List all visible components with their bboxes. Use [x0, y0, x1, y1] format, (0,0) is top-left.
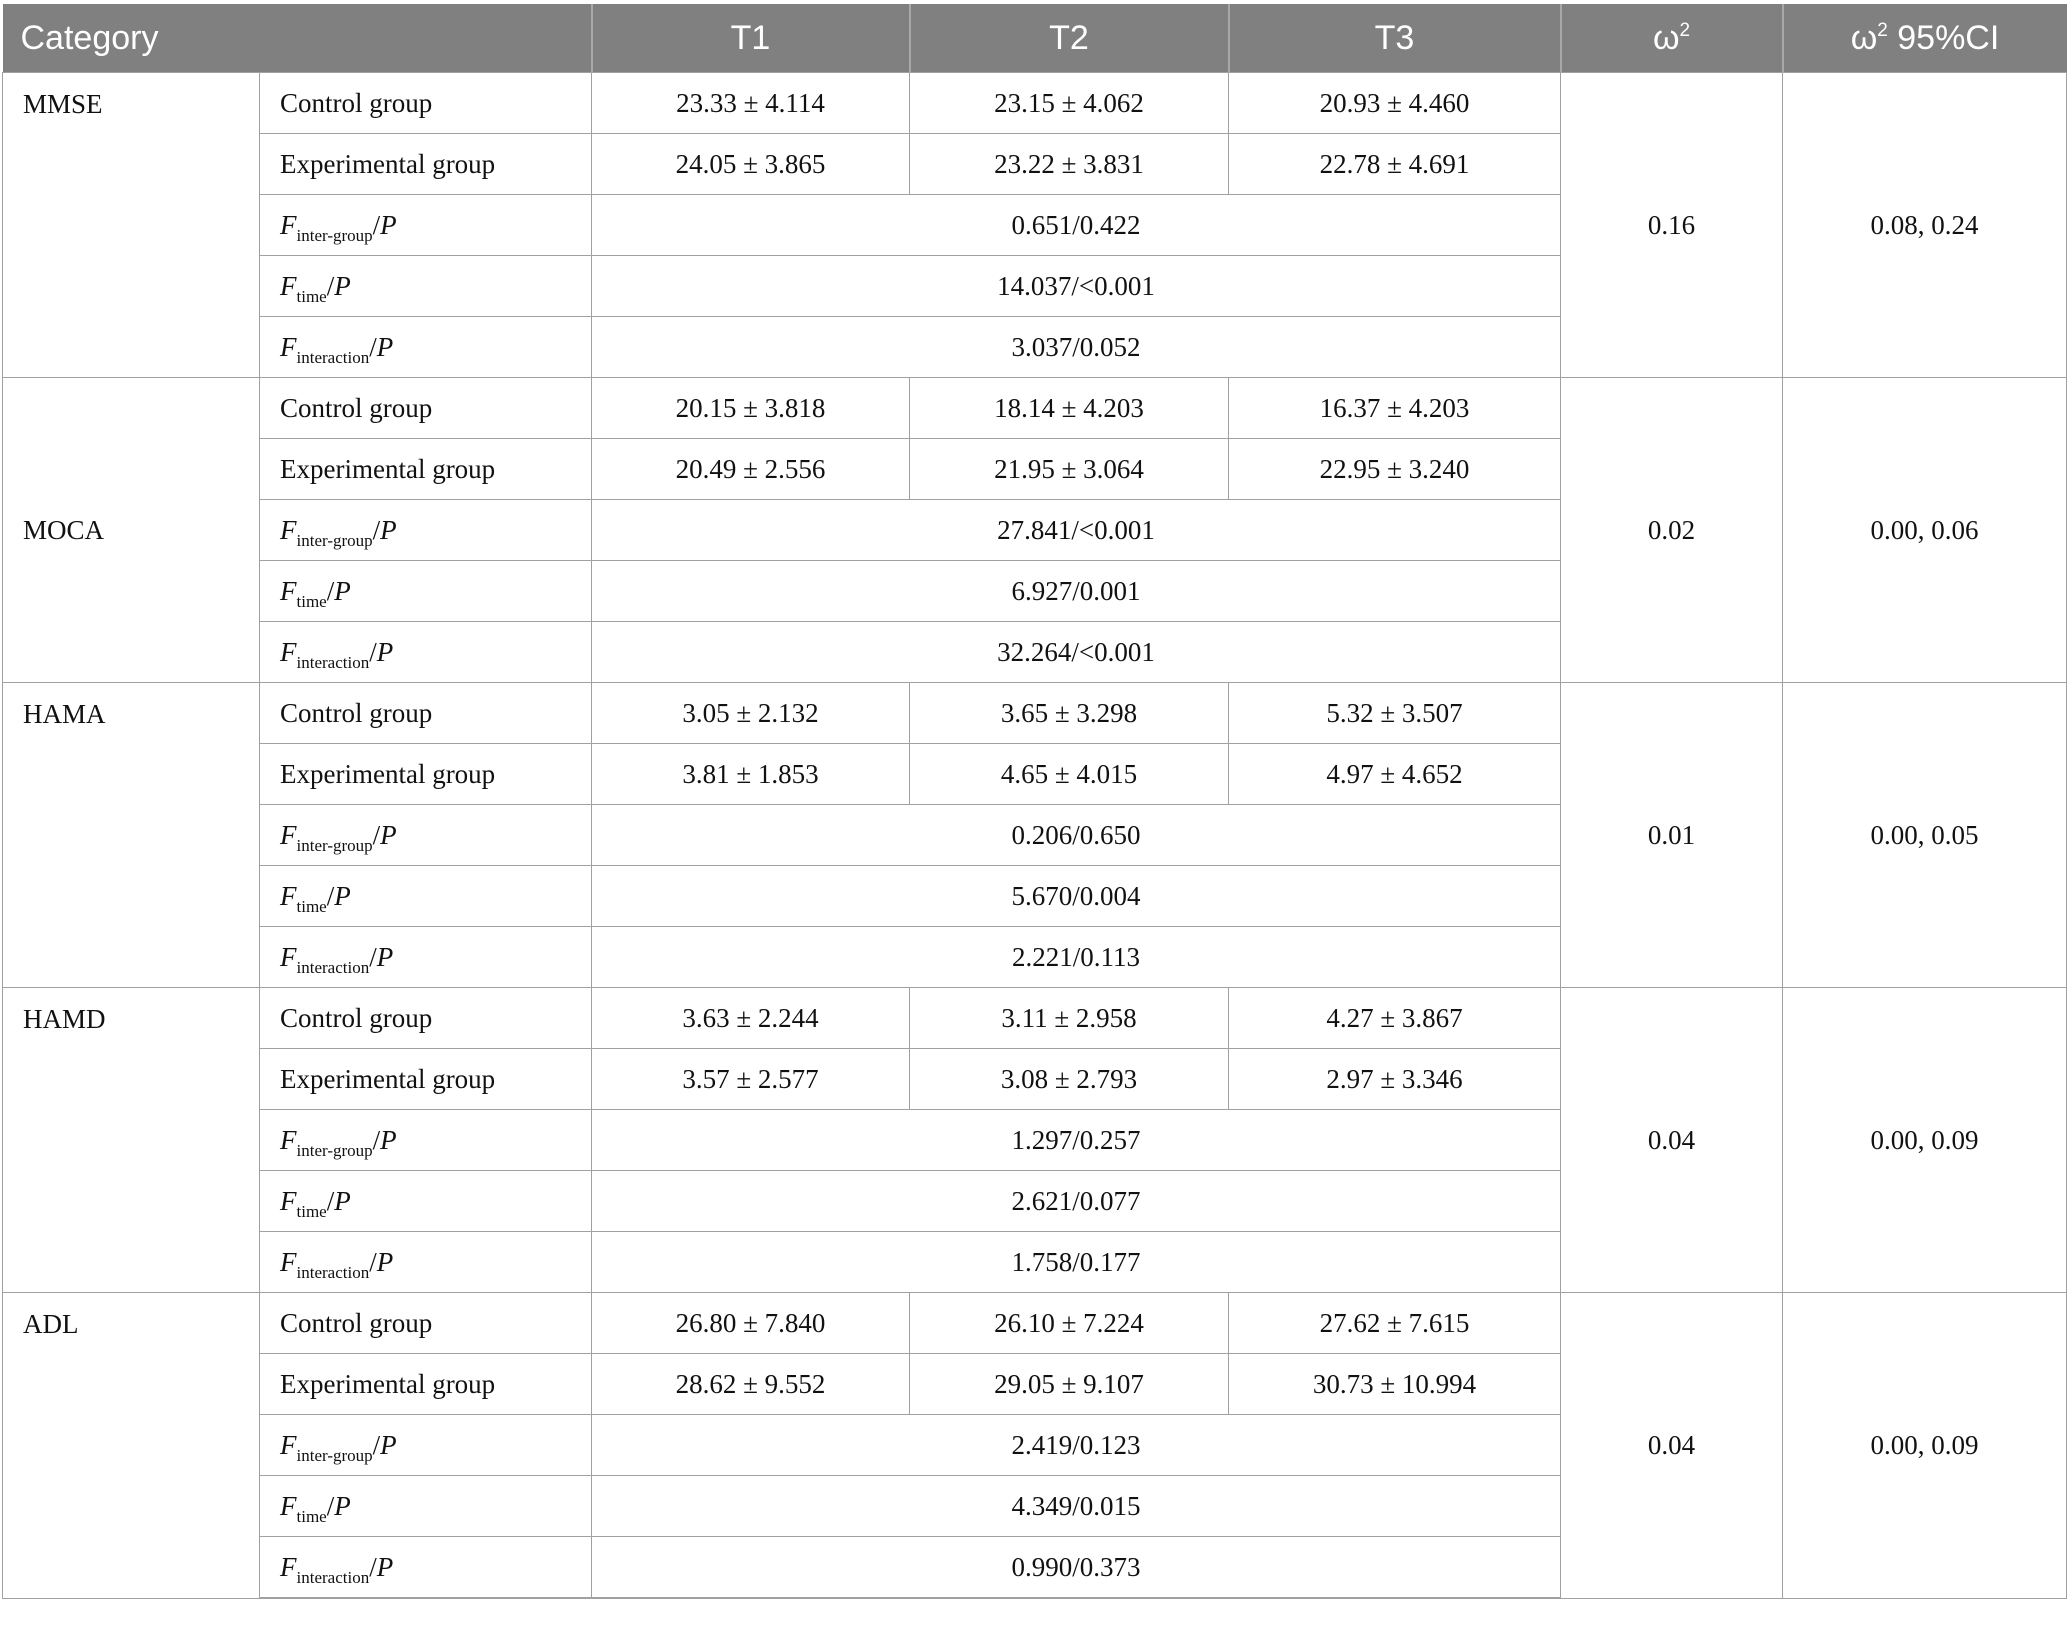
- f-symbol: F: [280, 1490, 297, 1521]
- f-symbol: F: [280, 331, 297, 362]
- f-symbol: F: [280, 941, 297, 972]
- experimental-t1: 24.05 ± 3.865: [592, 134, 910, 195]
- control-t1: 3.05 ± 2.132: [592, 683, 910, 744]
- time-subscript: time: [296, 591, 327, 611]
- statistics-table: [2, 4, 2067, 1599]
- category-label: HAMA: [3, 683, 260, 988]
- p-symbol: P: [380, 209, 397, 240]
- p-symbol: P: [334, 1490, 351, 1521]
- header-row: [3, 4, 2067, 73]
- control-t3: 27.62 ± 7.615: [1229, 1293, 1561, 1354]
- f-time-value: 5.670/0.004: [592, 866, 1561, 927]
- p-symbol: P: [376, 1551, 394, 1582]
- f-inter-group-value: 0.651/0.422: [592, 195, 1561, 256]
- experimental-t3: 22.78 ± 4.691: [1229, 134, 1561, 195]
- slash: /: [372, 514, 381, 545]
- f-inter-group-label: [260, 500, 592, 561]
- f-time-label: [260, 256, 592, 317]
- experimental-t1: 3.57 ± 2.577: [592, 1049, 910, 1110]
- omega-squared-ci-value: 0.00, 0.09: [1783, 988, 2067, 1293]
- f-symbol: F: [280, 819, 297, 850]
- f-inter-group-label: [260, 805, 592, 866]
- f-inter-group-value: 1.297/0.257: [592, 1110, 1561, 1171]
- control-t1: 26.80 ± 7.840: [592, 1293, 910, 1354]
- inter-group-subscript: inter-group: [296, 530, 373, 550]
- f-time-label: [260, 561, 592, 622]
- inter-group-subscript: inter-group: [296, 1140, 373, 1160]
- f-interaction-label: [260, 1537, 592, 1599]
- f-symbol: F: [280, 575, 297, 606]
- category-label: MMSE: [3, 73, 260, 378]
- p-symbol: P: [334, 1185, 351, 1216]
- f-interaction-label: [260, 1232, 592, 1293]
- omega-ci-superscript: 2: [1877, 19, 1888, 41]
- omega-ci-suffix: 95%CI: [1887, 18, 2000, 57]
- slash: /: [326, 575, 335, 606]
- category-label: HAMD: [3, 988, 260, 1293]
- slash: /: [369, 941, 377, 972]
- experimental-t3: 2.97 ± 3.346: [1229, 1049, 1561, 1110]
- slash: /: [372, 819, 381, 850]
- omega-ci-symbol: ω: [1850, 18, 1878, 57]
- category-label: MOCA: [3, 378, 260, 683]
- p-symbol: P: [334, 270, 351, 301]
- control-t1: 3.63 ± 2.244: [592, 988, 910, 1049]
- f-time-label: [260, 866, 592, 927]
- omega-squared-ci-value: 0.00, 0.05: [1783, 683, 2067, 988]
- category-label: ADL: [3, 1293, 260, 1599]
- slash: /: [372, 209, 381, 240]
- omega-superscript: 2: [1679, 19, 1691, 41]
- slash: /: [372, 1124, 381, 1155]
- interaction-subscript: interaction: [296, 1262, 370, 1282]
- f-symbol: F: [280, 1246, 297, 1277]
- f-symbol: F: [280, 880, 297, 911]
- slash: /: [372, 1429, 381, 1460]
- p-symbol: P: [380, 819, 397, 850]
- omega-squared-ci-value: 0.00, 0.09: [1783, 1293, 2067, 1599]
- time-subscript: time: [296, 286, 327, 306]
- experimental-t3: 30.73 ± 10.994: [1229, 1354, 1561, 1415]
- control-group-label: Control group: [260, 988, 592, 1049]
- inter-group-subscript: inter-group: [296, 225, 373, 245]
- experimental-t2: 29.05 ± 9.107: [910, 1354, 1229, 1415]
- p-symbol: P: [380, 1429, 397, 1460]
- inter-group-subscript: inter-group: [296, 1445, 373, 1465]
- omega-squared-value: 0.16: [1561, 73, 1783, 378]
- f-symbol: F: [280, 209, 297, 240]
- f-inter-group-label: [260, 195, 592, 256]
- control-t3: 20.93 ± 4.460: [1229, 73, 1561, 134]
- f-symbol: F: [280, 514, 297, 545]
- time-subscript: time: [296, 1201, 327, 1221]
- interaction-subscript: interaction: [296, 347, 370, 367]
- f-inter-group-value: 27.841/<0.001: [592, 500, 1561, 561]
- slash: /: [326, 270, 335, 301]
- omega-squared-value: 0.04: [1561, 1293, 1783, 1599]
- time-subscript: time: [296, 896, 327, 916]
- control-t1: 23.33 ± 4.114: [592, 73, 910, 134]
- control-group-label: Control group: [260, 1293, 592, 1354]
- experimental-t2: 4.65 ± 4.015: [910, 744, 1229, 805]
- omega-squared-value: 0.04: [1561, 988, 1783, 1293]
- experimental-t3: 4.97 ± 4.652: [1229, 744, 1561, 805]
- p-symbol: P: [334, 880, 351, 911]
- omega-squared-value: 0.01: [1561, 683, 1783, 988]
- f-interaction-value: 1.758/0.177: [592, 1232, 1561, 1293]
- p-symbol: P: [376, 331, 394, 362]
- header-omega-squared-ci: [1783, 4, 2067, 73]
- header-category: Category: [3, 4, 592, 73]
- table-header: [3, 4, 2067, 73]
- f-inter-group-label: [260, 1415, 592, 1476]
- control-t2: 3.11 ± 2.958: [910, 988, 1229, 1049]
- table-body: [3, 73, 2067, 1599]
- omega-squared-ci-value: 0.08, 0.24: [1783, 73, 2067, 378]
- slash: /: [369, 636, 377, 667]
- f-inter-group-label: [260, 1110, 592, 1171]
- control-t2: 23.15 ± 4.062: [910, 73, 1229, 134]
- f-interaction-value: 2.221/0.113: [592, 927, 1561, 988]
- table-row: [3, 1293, 2067, 1354]
- interaction-subscript: interaction: [296, 1567, 370, 1587]
- f-interaction-value: 3.037/0.052: [592, 317, 1561, 378]
- f-inter-group-value: 0.206/0.650: [592, 805, 1561, 866]
- header-t3: T3: [1229, 4, 1561, 73]
- f-time-label: [260, 1171, 592, 1232]
- f-symbol: F: [280, 1185, 297, 1216]
- f-interaction-label: [260, 927, 592, 988]
- table-row: [3, 988, 2067, 1049]
- inter-group-subscript: inter-group: [296, 835, 373, 855]
- f-time-value: 6.927/0.001: [592, 561, 1561, 622]
- f-interaction-value: 0.990/0.373: [592, 1537, 1561, 1599]
- experimental-t1: 3.81 ± 1.853: [592, 744, 910, 805]
- f-interaction-label: [260, 317, 592, 378]
- p-symbol: P: [380, 1124, 397, 1155]
- slash: /: [369, 1551, 377, 1582]
- control-t3: 16.37 ± 4.203: [1229, 378, 1561, 439]
- control-t3: 4.27 ± 3.867: [1229, 988, 1561, 1049]
- omega-squared-value: 0.02: [1561, 378, 1783, 683]
- header-omega-squared: [1561, 4, 1783, 73]
- p-symbol: P: [376, 636, 394, 667]
- table-row: [3, 378, 2067, 439]
- slash: /: [326, 1185, 335, 1216]
- f-symbol: F: [280, 1551, 297, 1582]
- header-t1: T1: [592, 4, 910, 73]
- control-t1: 20.15 ± 3.818: [592, 378, 910, 439]
- f-interaction-value: 32.264/<0.001: [592, 622, 1561, 683]
- f-inter-group-value: 2.419/0.123: [592, 1415, 1561, 1476]
- control-t2: 3.65 ± 3.298: [910, 683, 1229, 744]
- control-group-label: Control group: [260, 683, 592, 744]
- p-symbol: P: [334, 575, 351, 606]
- control-t2: 18.14 ± 4.203: [910, 378, 1229, 439]
- f-time-value: 2.621/0.077: [592, 1171, 1561, 1232]
- slash: /: [326, 880, 335, 911]
- experimental-t3: 22.95 ± 3.240: [1229, 439, 1561, 500]
- slash: /: [369, 1246, 377, 1277]
- experimental-t2: 23.22 ± 3.831: [910, 134, 1229, 195]
- control-t2: 26.10 ± 7.224: [910, 1293, 1229, 1354]
- experimental-group-label: Experimental group: [260, 439, 592, 500]
- interaction-subscript: interaction: [296, 957, 370, 977]
- experimental-t1: 28.62 ± 9.552: [592, 1354, 910, 1415]
- f-symbol: F: [280, 1124, 297, 1155]
- f-symbol: F: [280, 270, 297, 301]
- f-interaction-label: [260, 622, 592, 683]
- omega-squared-ci-value: 0.00, 0.06: [1783, 378, 2067, 683]
- experimental-group-label: Experimental group: [260, 1354, 592, 1415]
- experimental-t2: 3.08 ± 2.793: [910, 1049, 1229, 1110]
- f-time-label: [260, 1476, 592, 1537]
- table-row: [3, 683, 2067, 744]
- slash: /: [369, 331, 377, 362]
- f-symbol: F: [280, 636, 297, 667]
- omega-symbol: ω: [1652, 18, 1680, 57]
- f-symbol: F: [280, 1429, 297, 1460]
- control-group-label: Control group: [260, 73, 592, 134]
- p-symbol: P: [376, 941, 394, 972]
- slash: /: [326, 1490, 335, 1521]
- p-symbol: P: [380, 514, 397, 545]
- p-symbol: P: [376, 1246, 394, 1277]
- experimental-group-label: Experimental group: [260, 134, 592, 195]
- experimental-t2: 21.95 ± 3.064: [910, 439, 1229, 500]
- control-group-label: Control group: [260, 378, 592, 439]
- time-subscript: time: [296, 1506, 327, 1526]
- interaction-subscript: interaction: [296, 652, 370, 672]
- control-t3: 5.32 ± 3.507: [1229, 683, 1561, 744]
- f-time-value: 14.037/<0.001: [592, 256, 1561, 317]
- header-t2: T2: [910, 4, 1229, 73]
- experimental-t1: 20.49 ± 2.556: [592, 439, 910, 500]
- experimental-group-label: Experimental group: [260, 744, 592, 805]
- table-row: [3, 73, 2067, 134]
- experimental-group-label: Experimental group: [260, 1049, 592, 1110]
- f-time-value: 4.349/0.015: [592, 1476, 1561, 1537]
